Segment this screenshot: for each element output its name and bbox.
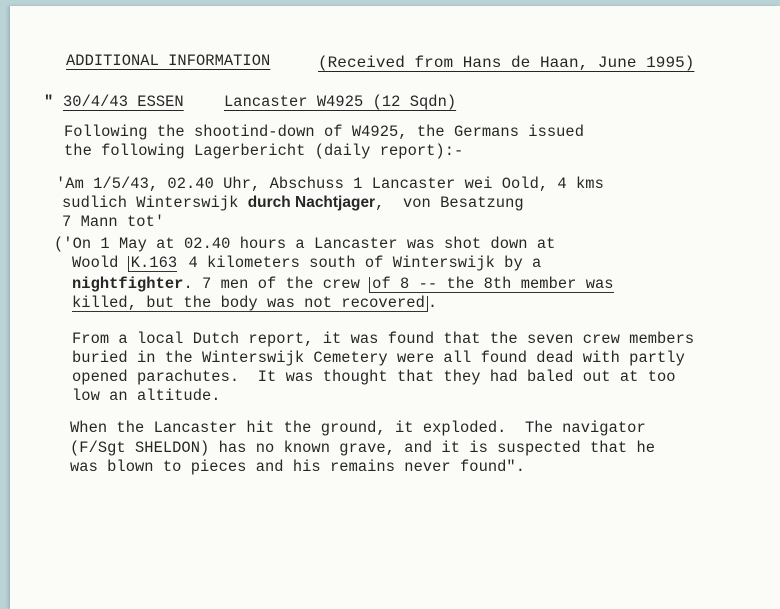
bracket-note: of 8 -- the 8th member was [369,277,613,293]
paragraph-line: 'Am 1/5/43, 02.40 Uhr, Abschuss 1 Lancaster wei Oold, 4 kms [56,175,604,193]
paragraph-line: sudlich Winterswijk durch Nachtjager, von Besatzung [62,194,524,212]
paragraph-line: 7 Mann tot' [62,213,165,231]
paragraph-line: killed, but the body was not recovered . [72,294,438,312]
emphasis-text: nightfighter [72,275,184,293]
paragraph-line: Following the shootind-down of W4925, the Germans issued [64,123,585,141]
paragraph-line: the following Lagerbericht (daily report):- [64,142,464,160]
paragraph-line: When the Lancaster hit the ground, it exploded. The navigator [70,419,646,437]
paragraph-line: ('On 1 May at 02.40 hours a Lancaster was shot down at [54,235,556,253]
document-page [10,6,780,609]
entry-aircraft: Lancaster W4925 (12 Sqdn) [224,93,457,111]
paragraph-line: buried in the Winterswijk Cemetery were all found dead with partly [72,349,685,367]
emphasis-text: durch Nachtjager [247,194,376,211]
paragraph-line: (F/Sgt SHELDON) has no known grave, and it is suspected that he [70,439,656,457]
paragraph-line: opened parachutes. It was thought that they had baled out at too [72,368,676,386]
entry-date-place: 30/4/43 ESSEN [63,93,184,111]
section-title: ADDITIONAL INFORMATION [66,52,271,70]
paragraph-line: was blown to pieces and his remains never found". [70,458,526,476]
paragraph-line: Woold K.163 4 kilometers south of Winterswijk by a [72,254,542,272]
paragraph-line: nightfighter. 7 men of the crew of 8 -- the 8th member was [72,275,614,293]
paragraph-line: From a local Dutch report, it was found that the seven crew members [72,330,695,348]
bracket-note: K.163 [128,256,177,272]
paragraph-line: low an altitude. [72,387,221,405]
quote-mark: " [44,93,54,111]
source-note: (Received from Hans de Haan, June 1995) [318,54,695,72]
